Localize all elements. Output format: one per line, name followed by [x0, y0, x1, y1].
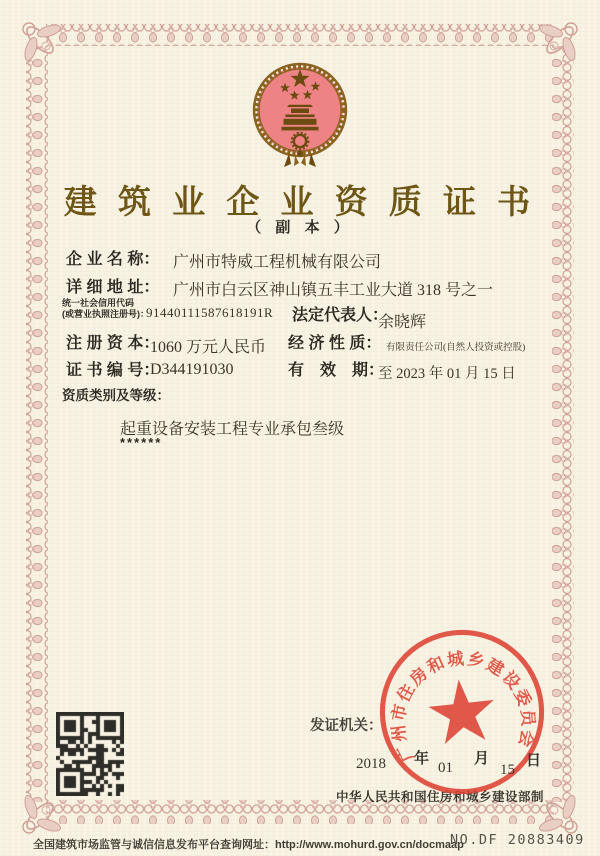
footer-query-url: 全国建筑市场监管与诚信信息发布平台查询网址：http://www.mohurd.gov.cn/docmaap	[33, 839, 464, 851]
registered-capital-label: 注 册 资 本：	[66, 335, 160, 352]
certificate-no-label: 证 书 编 号：	[66, 362, 160, 379]
credit-code-value: 91440111587618191R	[146, 305, 274, 320]
certificate-subtitle: （ 副 本 ）	[246, 219, 354, 236]
qr-code-canvas	[56, 712, 124, 796]
issue-day: 15	[500, 762, 515, 778]
seal-text: 广州市住房和城乡建设委员会	[388, 648, 538, 765]
economic-nature-label: 经 济 性 质：	[288, 335, 382, 352]
issue-year-char: 年	[414, 750, 430, 767]
economic-nature-value: 有限责任公司(自然人投资或控股)	[386, 343, 526, 353]
issue-year: 2018	[356, 756, 386, 772]
company-name-label: 企 业 名 称：	[66, 251, 160, 268]
official-seal-icon	[350, 600, 574, 824]
certificate-serial-no: NO.DF 20883409	[450, 832, 585, 848]
qualification-label: 资质类别及等级：	[62, 388, 170, 403]
certificate-no-value: D344191030	[150, 361, 234, 378]
certificate-title: 建 筑 业 企 业 资 质 证 书	[63, 183, 537, 220]
issue-month-char: 月	[474, 750, 490, 767]
legal-rep-label: 法定代表人：	[292, 307, 389, 324]
credit-code-label	[62, 298, 149, 320]
legal-rep-value: 余晓辉	[378, 314, 427, 331]
issue-month: 01	[438, 760, 453, 776]
made-by-text: 中华人民共和国住房和城乡建设部制	[336, 790, 545, 804]
credit-code-label-line1: 统一社会信用代码	[62, 298, 135, 308]
registered-capital-value: 1060 万元人民币	[150, 339, 267, 356]
issue-day-char: 日	[526, 752, 542, 769]
national-emblem-icon	[250, 60, 350, 172]
address-label: 详 细 地 址：	[66, 279, 160, 296]
qualification-value: 起重设备安装工程专业承包叁级	[120, 421, 345, 438]
qualification-end-marker: ******	[120, 435, 163, 450]
validity-value: 至 2023 年 01 月 15 日	[378, 366, 516, 382]
address-value: 广州市白云区神山镇五丰工业大道 318 号之一	[173, 282, 494, 299]
issuer-label: 发证机关：	[310, 718, 383, 734]
qr-code-icon	[56, 712, 124, 796]
company-name-value: 广州市特威工程机械有限公司	[173, 254, 382, 271]
validity-label: 有 效 期：	[288, 362, 385, 379]
credit-code-label-line2: (或营业执照注册号)：	[62, 309, 149, 319]
